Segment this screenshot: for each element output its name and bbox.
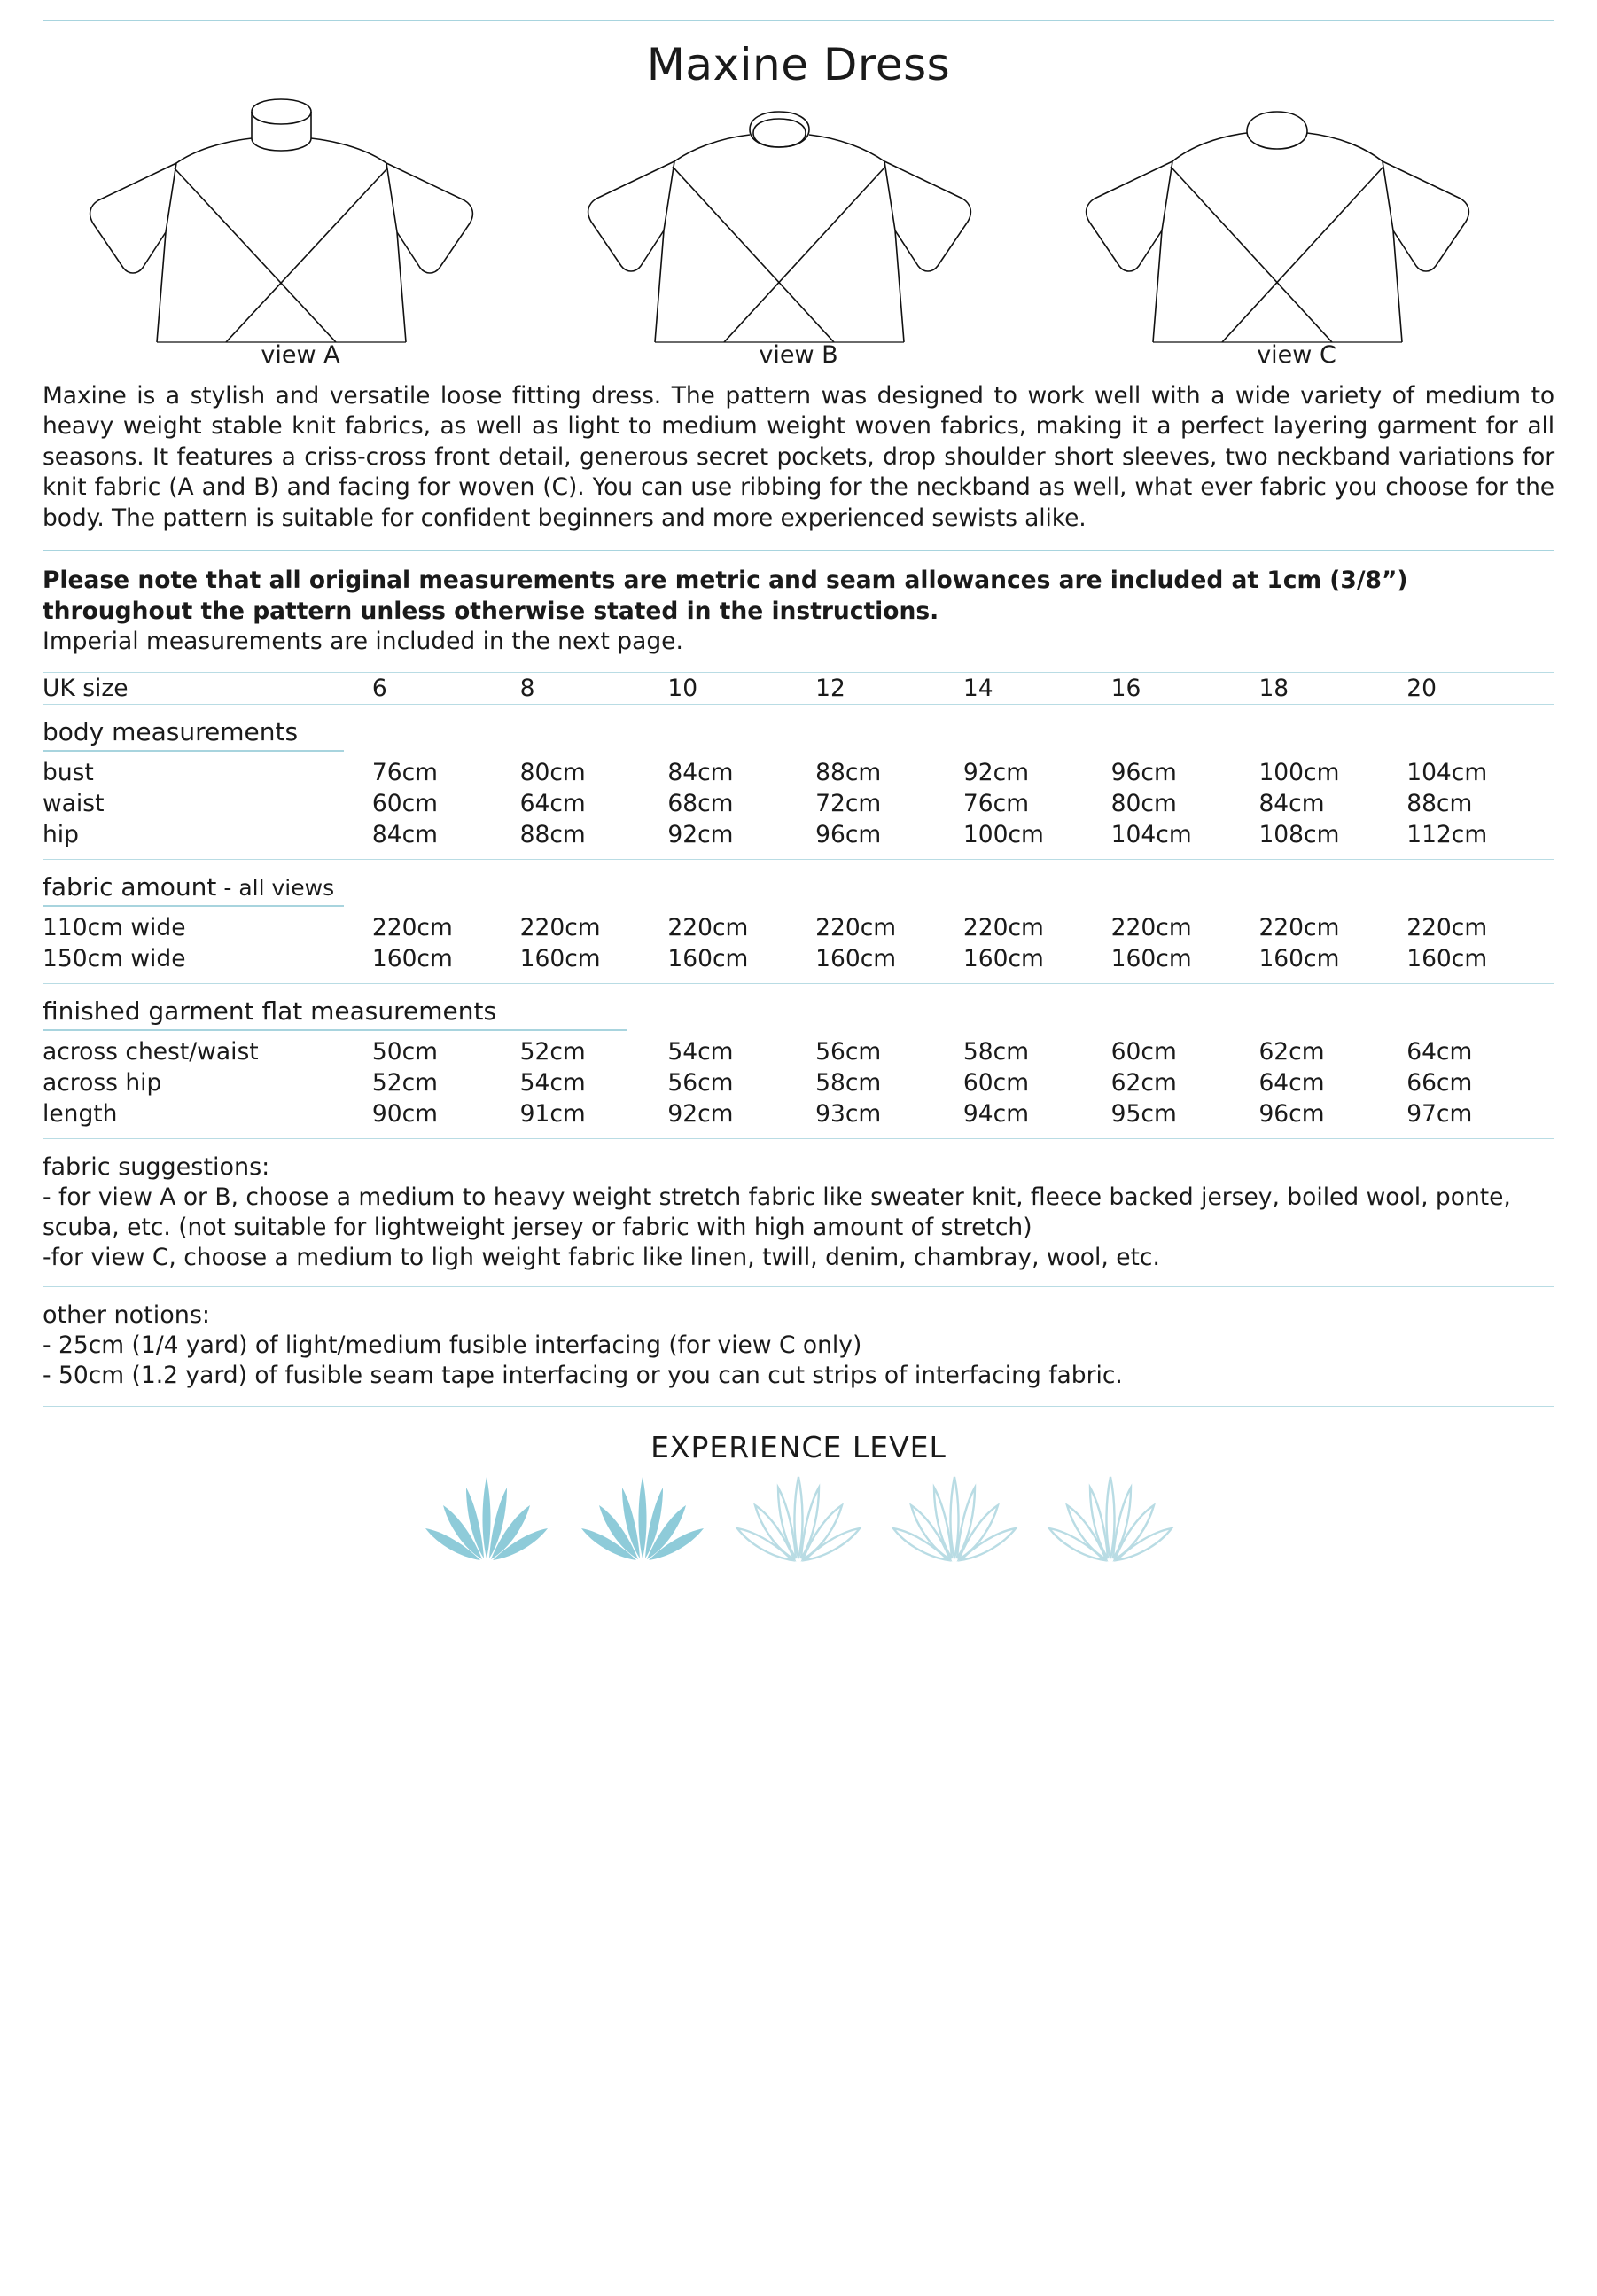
cell: 76cm (371, 758, 438, 786)
row-label-across-chest-waist: across chest/waist (43, 1037, 259, 1066)
cell: 56cm (667, 1068, 734, 1097)
size-table (43, 673, 1554, 704)
cell: 52cm (519, 1037, 586, 1066)
cell: 96cm (815, 820, 882, 848)
cell: 60cm (962, 1068, 1030, 1097)
pattern-page (0, 20, 1597, 2296)
finished-garment-table (43, 1036, 1554, 1129)
cell: 64cm (519, 789, 586, 817)
cell: 108cm (1258, 820, 1340, 848)
view-a-label: view A (261, 341, 340, 369)
cell: 60cm (1110, 1037, 1177, 1066)
size-header-20: 20 (1406, 674, 1437, 702)
table-row (43, 1036, 1554, 1067)
cell: 220cm (1258, 913, 1340, 941)
cell: 58cm (815, 1068, 882, 1097)
measurement-note-plain: Imperial measurements are included in the next page. (43, 628, 683, 656)
table-row (43, 757, 1554, 788)
table-row (43, 943, 1554, 974)
dress-illustration-b (568, 92, 1029, 349)
experience-level-meter (43, 1470, 1554, 1567)
cell: 66cm (1406, 1068, 1473, 1097)
view-c-label: view C (1257, 341, 1336, 369)
size-header-8: 8 (519, 674, 535, 702)
cell: 160cm (1110, 944, 1192, 972)
lotus-icon-filled-1 (420, 1470, 553, 1567)
cell: 84cm (371, 820, 438, 848)
cell: 92cm (962, 758, 1030, 786)
section-heading-body-measurements: body measurements (43, 716, 299, 746)
cell: 80cm (1110, 789, 1177, 817)
row-label-150cm: 150cm wide (43, 944, 186, 972)
section-underline-finished (43, 1029, 627, 1031)
size-header-10: 10 (667, 674, 698, 702)
size-header-12: 12 (815, 674, 845, 702)
cell: 62cm (1258, 1037, 1325, 1066)
measurement-note (43, 566, 1554, 657)
lotus-icon-outline-3 (732, 1470, 865, 1567)
cell: 56cm (815, 1037, 882, 1066)
lotus-icon-outline-4 (888, 1470, 1021, 1567)
table-row (43, 1098, 1554, 1129)
divider-after-fabric-suggestions (43, 1286, 1554, 1287)
cell: 72cm (815, 789, 882, 817)
view-b (549, 92, 1048, 369)
view-c (1048, 92, 1546, 369)
divider-top (43, 20, 1554, 21)
row-label-110cm: 110cm wide (43, 913, 186, 941)
fabric-amount-subtitle: - all views (216, 874, 335, 901)
cell: 160cm (1258, 944, 1340, 972)
cell: 88cm (815, 758, 882, 786)
cell: 80cm (519, 758, 586, 786)
row-label-length: length (43, 1099, 118, 1128)
cell: 54cm (519, 1068, 586, 1097)
cell: 92cm (667, 820, 734, 848)
table-row (43, 912, 1554, 943)
fabric-amount-title: fabric amount (43, 871, 217, 902)
cell: 96cm (1110, 758, 1177, 786)
cell: 220cm (371, 913, 453, 941)
cell: 91cm (519, 1099, 586, 1128)
cell: 94cm (962, 1099, 1030, 1128)
body-measurements-table (43, 757, 1554, 850)
size-header-6: 6 (371, 674, 387, 702)
view-illustrations (43, 92, 1554, 369)
cell: 160cm (815, 944, 897, 972)
cell: 68cm (667, 789, 734, 817)
cell: 62cm (1110, 1068, 1177, 1097)
cell: 88cm (1406, 789, 1473, 817)
cell: 54cm (667, 1037, 734, 1066)
measurement-note-bold: Please note that all original measurements are metric and seam allowances are included at 1cm (3/8”) throughout the pattern unless otherwise stated in the instructions. (43, 566, 1408, 625)
section-heading-fabric-amount (43, 860, 1554, 905)
size-header-18: 18 (1258, 674, 1289, 702)
cell: 220cm (815, 913, 897, 941)
cell: 96cm (1258, 1099, 1325, 1128)
section-underline-body (43, 750, 344, 752)
cell: 220cm (962, 913, 1044, 941)
cell: 104cm (1110, 820, 1192, 848)
row-label-bust: bust (43, 758, 94, 786)
lotus-icon-filled-2 (576, 1470, 709, 1567)
cell: 58cm (962, 1037, 1030, 1066)
cell: 97cm (1406, 1099, 1473, 1128)
cell: 95cm (1110, 1099, 1177, 1128)
view-b-label: view B (759, 341, 838, 369)
cell: 100cm (1258, 758, 1340, 786)
row-label-across-hip: across hip (43, 1068, 162, 1097)
lotus-icon-outline-5 (1044, 1470, 1177, 1567)
cell: 88cm (519, 820, 586, 848)
cell: 160cm (519, 944, 601, 972)
fabric-amount-table (43, 912, 1554, 974)
cell: 64cm (1258, 1068, 1325, 1097)
fabric-suggestions-line-1: - for view A or B, choose a medium to heavy weight stretch fabric like sweater knit, fleece backed jersey, boiled wool, ponte, scuba, etc. (not suitable for lightweight jersey or fabric with high amount of stretch) (43, 1183, 1511, 1241)
size-header-14: 14 (962, 674, 993, 702)
experience-level-title: EXPERIENCE LEVEL (650, 1429, 947, 1464)
cell: 220cm (1406, 913, 1488, 941)
cell: 52cm (371, 1068, 438, 1097)
cell: 90cm (371, 1099, 438, 1128)
section-heading-finished-garment: finished garment flat measurements (43, 996, 497, 1026)
cell: 92cm (667, 1099, 734, 1128)
cell: 50cm (371, 1037, 438, 1066)
other-notions-heading: other notions: (43, 1300, 211, 1329)
view-a (51, 92, 549, 369)
cell: 220cm (519, 913, 601, 941)
dress-illustration-a (70, 92, 531, 349)
cell: 93cm (815, 1099, 882, 1128)
cell: 64cm (1406, 1037, 1473, 1066)
cell: 160cm (962, 944, 1044, 972)
cell: 160cm (371, 944, 453, 972)
other-notions-line-1: - 25cm (1/4 yard) of light/medium fusible interfacing (for view C only) (43, 1331, 862, 1359)
cell: 60cm (371, 789, 438, 817)
cell: 104cm (1406, 758, 1488, 786)
size-header-16: 16 (1110, 674, 1141, 702)
other-notions-line-2: - 50cm (1.2 yard) of fusible seam tape interfacing or you can cut strips of interfacing fabric. (43, 1362, 1123, 1390)
cell: 112cm (1406, 820, 1488, 848)
fabric-suggestions-line-2: -for view C, choose a medium to ligh weight fabric like linen, twill, denim, chambray, wool, etc. (43, 1244, 1160, 1272)
cell: 100cm (962, 820, 1044, 848)
table-row (43, 788, 1554, 819)
table-row (43, 1067, 1554, 1098)
divider-before-experience (43, 1406, 1554, 1407)
uk-size-label: UK size (43, 674, 129, 702)
description-paragraph: Maxine is a stylish and versatile loose fitting dress. The pattern was designed to work well with a wide variety of medium to heavy weight stable knit fabrics, as well as light to medium weight woven fabrics, making it a perfect layering garment for all seasons. It features a criss-cross front detail, generous secret pockets, drop shoulder short sleeves, two neckband variations for knit fabric (A and B) and facing for woven (C). You can use ribbing for the neckband as well, what ever fabric you choose for the body. The pattern is suitable for confident beginners and more experienced sewists alike. (43, 382, 1554, 532)
divider-after-description (43, 550, 1554, 551)
fabric-suggestions-heading: fabric suggestions: (43, 1152, 270, 1181)
cell: 220cm (667, 913, 749, 941)
cell: 76cm (962, 789, 1030, 817)
row-label-hip: hip (43, 820, 79, 848)
section-underline-fabric (43, 905, 344, 907)
dress-illustration-c (1066, 92, 1527, 349)
cell: 84cm (667, 758, 734, 786)
table-header-row (43, 673, 1554, 704)
row-label-waist: waist (43, 789, 105, 817)
cell: 220cm (1110, 913, 1192, 941)
cell: 84cm (1258, 789, 1325, 817)
table-row (43, 819, 1554, 850)
divider-after-finished (43, 1138, 1554, 1139)
cell: 160cm (667, 944, 749, 972)
cell: 160cm (1406, 944, 1488, 972)
page-title: Maxine Dress (646, 39, 951, 90)
